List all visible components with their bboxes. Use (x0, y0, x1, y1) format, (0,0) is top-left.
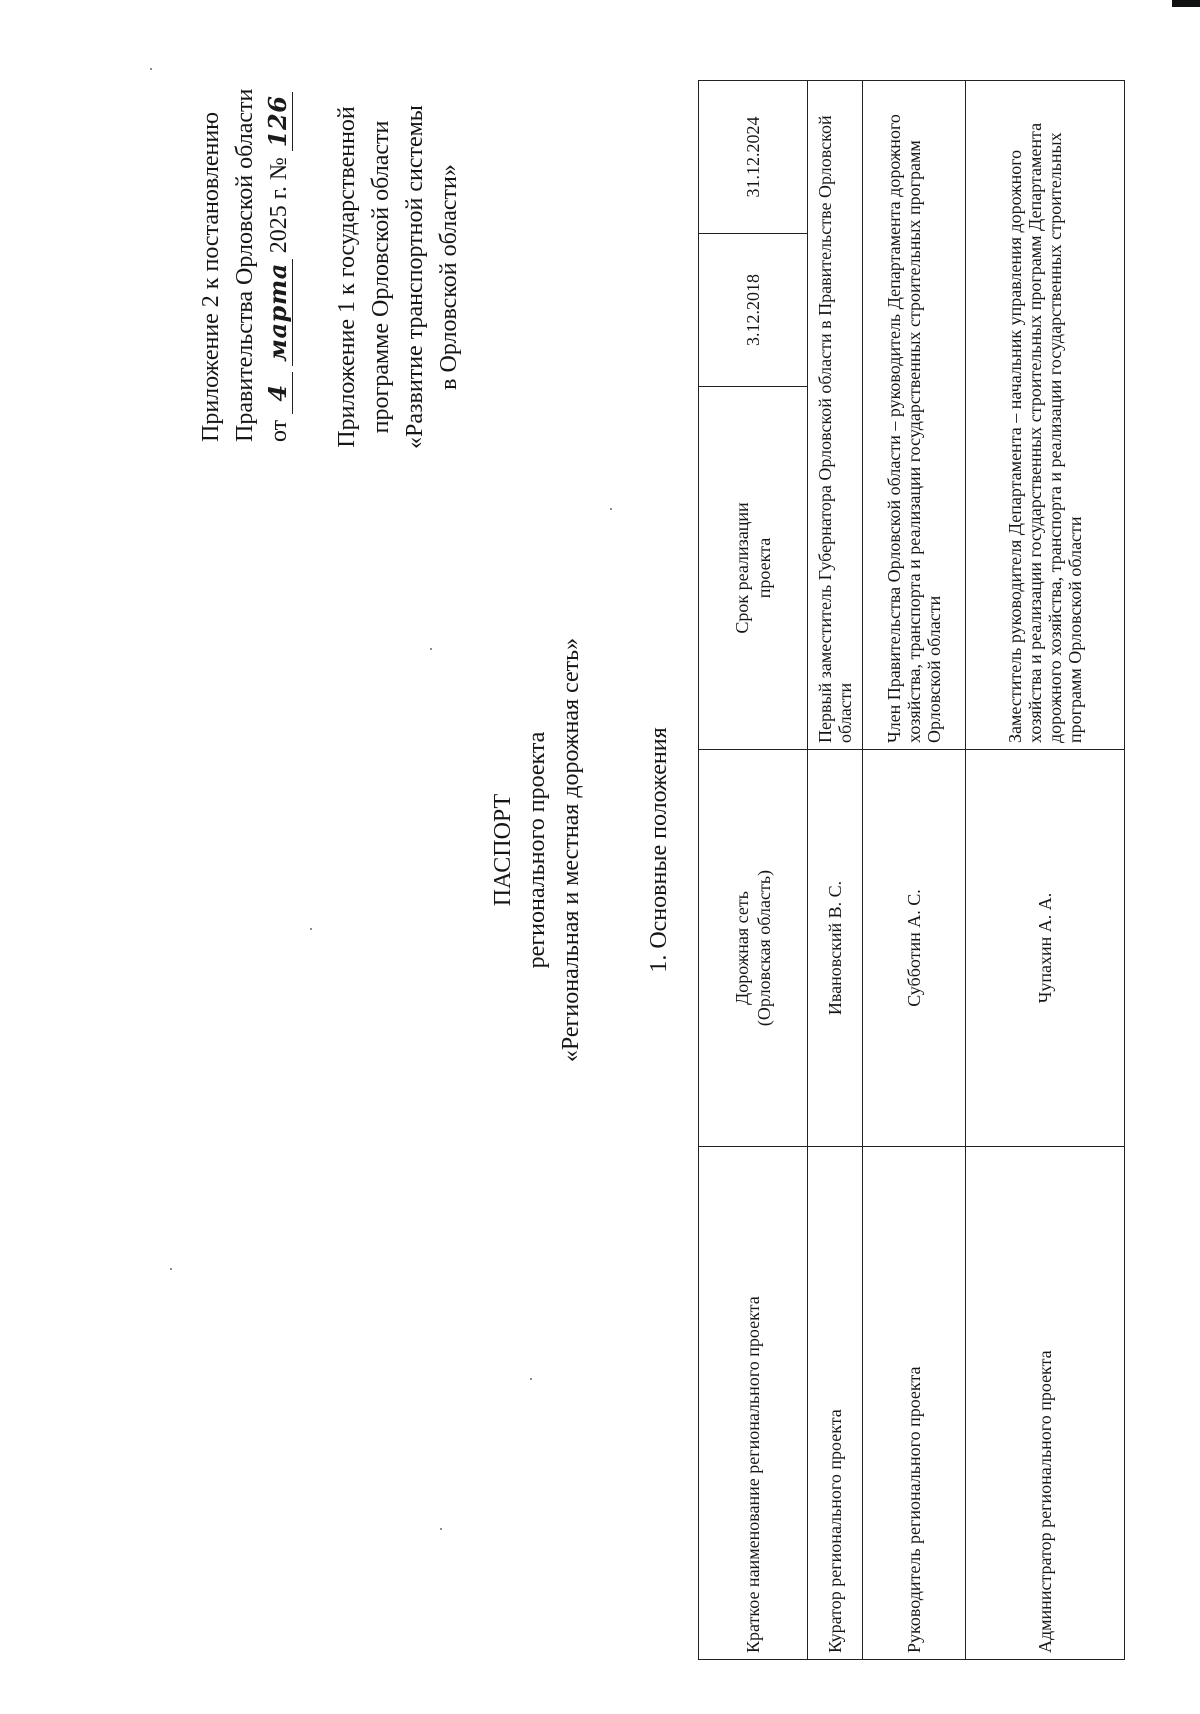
start-date: 3.12.2018 (699, 234, 808, 387)
scan-speck (170, 1268, 172, 1270)
program-appendix-line-1: Приложение 1 к государственной (334, 106, 360, 448)
short-name-value-line-1: Дорожная сеть (732, 891, 752, 1005)
handwritten-day: 4 (264, 372, 293, 414)
scan-corner-mark (1172, 0, 1200, 7)
handwritten-month: марта (264, 259, 293, 366)
scan-speck (310, 928, 312, 930)
head-label: Руководитель регионального проекта (863, 1147, 966, 1660)
program-appendix-line-3: «Развитие транспортной системы (402, 105, 428, 449)
program-appendix (330, 92, 466, 462)
main-positions-table (698, 80, 1125, 1660)
short-name-value (699, 750, 808, 1147)
passport-title: ПАСПОРТ (490, 793, 516, 907)
document-page (10, 30, 1150, 1690)
term-label-line-1: Срок реализации (732, 502, 752, 634)
curator-name: Ивановский В. С. (808, 750, 863, 1147)
short-name-label: Краткое наименование регионального проекта (699, 1147, 808, 1660)
term-label-line-2: проекта (754, 537, 774, 599)
program-appendix-line-2: программе Орловской области (368, 120, 394, 434)
table-row (966, 81, 1125, 1660)
curator-position: Первый заместитель Губернатора Орловской области в Правительстве Орловской области (808, 81, 863, 750)
date-year: 2025 г. № (266, 157, 292, 254)
curator-label: Куратор регионального проекта (808, 1147, 863, 1660)
passport-subtitle: регионального проекта (524, 731, 550, 969)
appendix-header (194, 88, 296, 442)
scan-speck (440, 1528, 442, 1530)
scan-speck (430, 648, 432, 650)
project-name: «Региональная и местная дорожная сеть» (558, 637, 584, 1063)
table-row (808, 81, 863, 1660)
scan-speck (610, 508, 612, 510)
date-prefix: от (266, 419, 292, 442)
end-date: 31.12.2024 (699, 81, 808, 234)
scan-speck (530, 1378, 532, 1380)
table-row (699, 81, 808, 1660)
appendix-line-2: Правительства Орловской области (232, 88, 258, 442)
program-appendix-line-4: в Орловской области» (436, 164, 462, 390)
administrator-name: Чупахин А. А. (966, 750, 1125, 1147)
appendix-date-line (262, 95, 296, 442)
short-name-value-line-2: (Орловская область) (754, 869, 774, 1027)
table-row (863, 81, 966, 1660)
appendix-line-1: Приложение 2 к постановлению (198, 111, 224, 442)
administrator-position: Заместитель руководителя Департамента – начальник управления дорожного хозяйства и реализации государственных строительных программ Департамента дорожного хозяйства, транспорта и реализации государственных строительных программ Орловской области (966, 81, 1125, 750)
scan-speck (150, 68, 152, 70)
handwritten-number: 126 (264, 92, 293, 152)
head-position: Член Правительства Орловской области – руководитель Департамента дорожного хозяйства, транспорта и реализации государственных строительных программ Орловской области (863, 81, 966, 750)
section-title: 1. Основные положения (646, 727, 672, 973)
term-label (699, 387, 808, 750)
passport-heading (486, 570, 588, 1130)
head-name: Субботин А. С. (863, 750, 966, 1147)
administrator-label: Администратор регионального проекта (966, 1147, 1125, 1660)
